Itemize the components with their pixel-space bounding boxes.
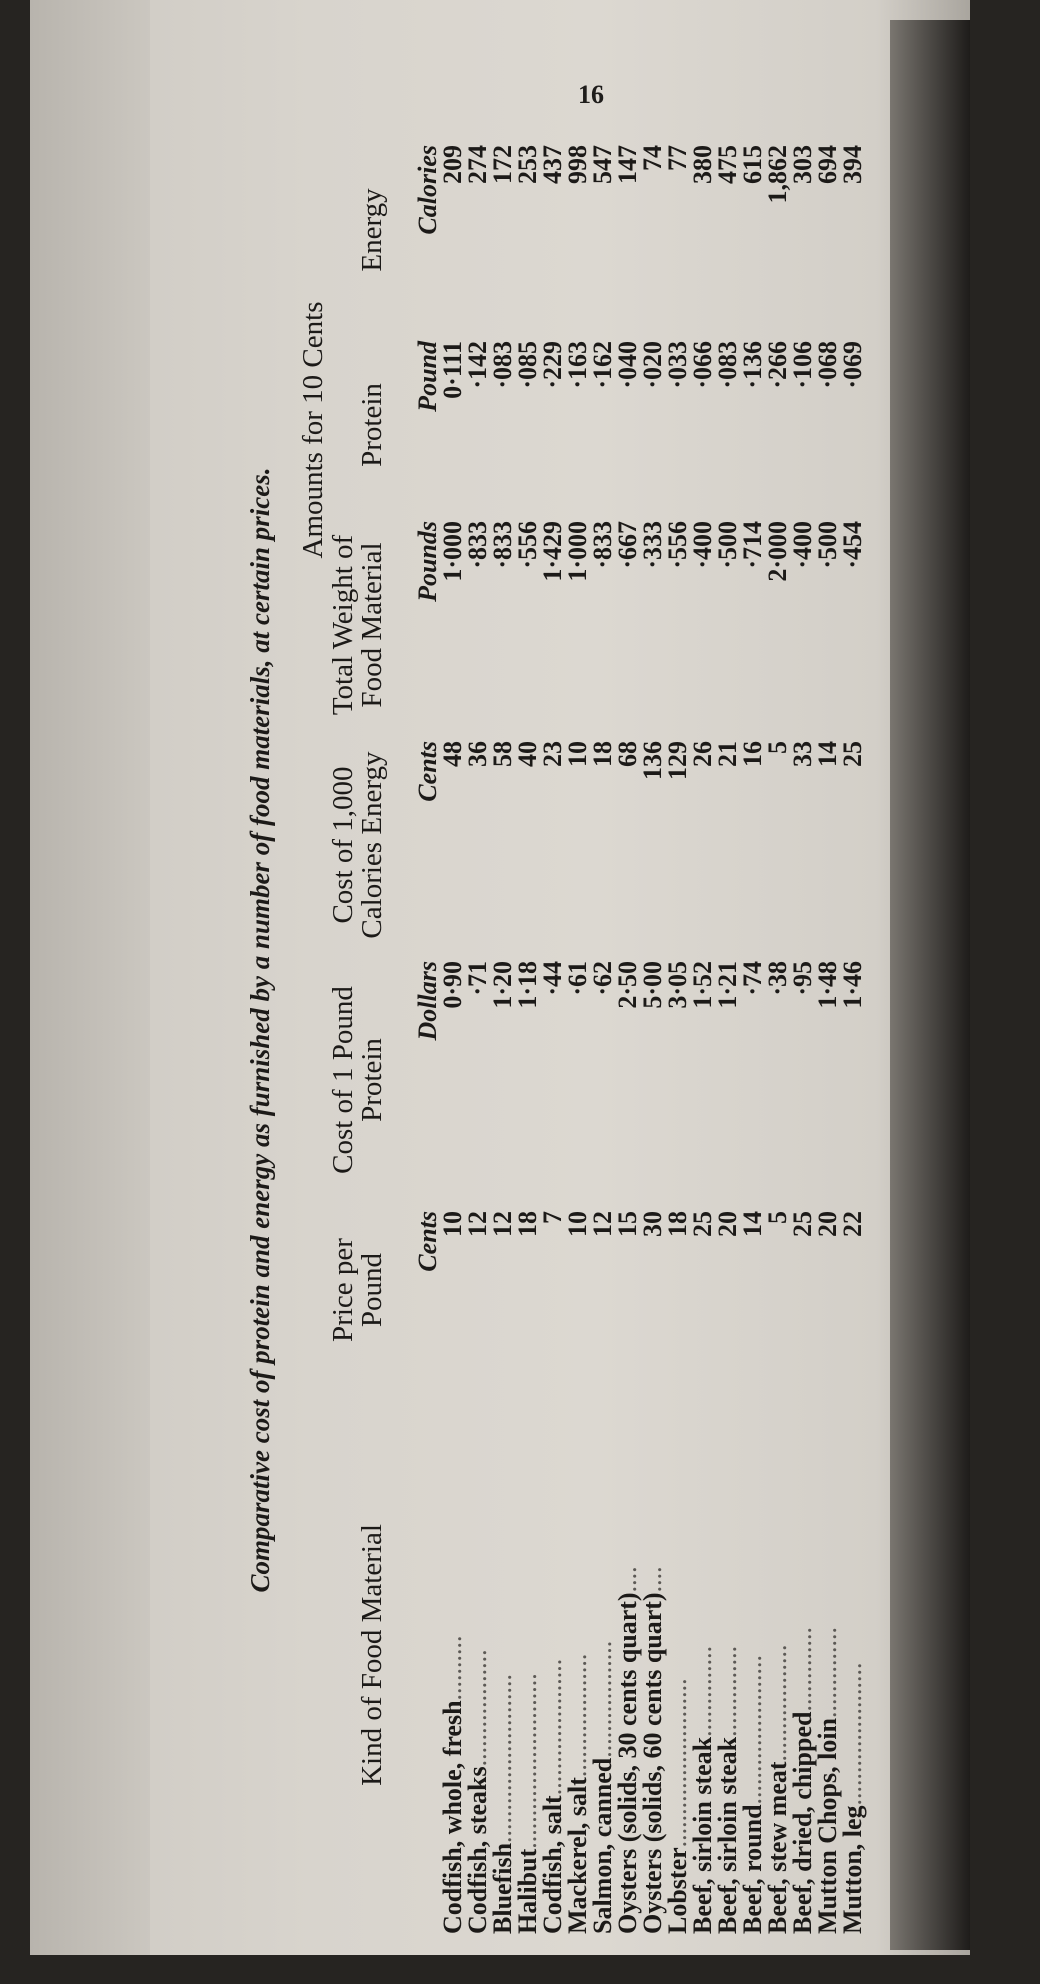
header-cost-protein: Cost of 1 Pound Protein	[327, 986, 388, 1174]
cell-price: 12	[463, 1211, 492, 1237]
cell-food-name	[615, 1375, 640, 1935]
cell-food-name	[815, 1375, 840, 1935]
cell-cost-energy: 33	[788, 741, 817, 767]
cell-protein: 0·111	[438, 341, 467, 399]
cell-cost-protein: ·44	[538, 961, 567, 996]
cell-total-weight: ·667	[613, 521, 642, 569]
cell-price: 10	[563, 1211, 592, 1237]
cell-energy: 475	[713, 145, 742, 184]
table-row	[765, 125, 790, 1935]
rotated-table-block	[245, 125, 925, 1935]
cell-food-name	[715, 1375, 740, 1935]
cell-price: 5	[763, 1211, 792, 1224]
unit-kind-empty	[415, 1375, 440, 1935]
cell-price: 20	[813, 1211, 842, 1237]
cell-cost-protein: 1·52	[688, 961, 717, 1009]
cell-food-name	[740, 1375, 765, 1935]
cell-price: 20	[713, 1211, 742, 1237]
cell-cost-energy: 48	[438, 741, 467, 767]
cell-protein: ·162	[588, 341, 617, 389]
table-row	[840, 125, 865, 1935]
unit-total-weight: Pounds	[413, 521, 442, 602]
cell-total-weight: ·833	[463, 521, 492, 569]
leader-dots: ....	[613, 1566, 642, 1593]
cell-food-name	[665, 1375, 690, 1935]
cell-protein: ·229	[538, 341, 567, 389]
food-name-text: Beef, stew meat	[763, 1761, 792, 1934]
cell-protein: ·020	[638, 341, 667, 389]
food-name-text: Salmon, canned	[588, 1757, 617, 1934]
cell-energy: 303	[788, 145, 817, 184]
header-total-weight: Total Weight of Food Material	[327, 534, 388, 716]
cell-protein: ·085	[513, 341, 542, 389]
table-row	[565, 125, 590, 1935]
food-name-text: Beef, dried, chipped	[788, 1711, 817, 1934]
unit-protein: Pound	[413, 341, 442, 412]
cell-total-weight: ·556	[663, 521, 692, 569]
table-row	[490, 125, 515, 1935]
cell-cost-energy: 5	[763, 741, 792, 754]
cell-food-name	[840, 1375, 865, 1935]
cell-protein: ·266	[763, 341, 792, 389]
cell-cost-protein: 0·90	[438, 961, 467, 1009]
cell-total-weight: ·333	[638, 521, 667, 569]
header-amounts-group: Amounts for 10 Cents	[297, 301, 329, 559]
leader-dots: ..........	[438, 1635, 467, 1701]
cell-energy: 615	[738, 145, 767, 184]
cell-energy: 74	[638, 145, 667, 171]
cell-energy: 209	[438, 145, 467, 184]
leader-dots: ..............	[688, 1645, 717, 1737]
cell-cost-protein: ·61	[563, 961, 592, 996]
food-name-text: Beef, sirloin steak	[688, 1736, 717, 1934]
leader-dots: ..........................	[663, 1678, 692, 1848]
cell-food-name	[565, 1375, 590, 1935]
cell-total-weight: ·833	[588, 521, 617, 569]
header-cost-energy: Cost of 1,000 Calories Energy	[327, 751, 388, 939]
cell-food-name	[640, 1375, 665, 1935]
cell-cost-energy: 129	[663, 741, 692, 780]
unit-cost-protein: Dollars	[413, 961, 442, 1041]
cell-cost-protein: 1·21	[713, 961, 742, 1009]
cell-cost-protein: 1·20	[488, 961, 517, 1009]
food-name-text: Codfish, steaks	[463, 1766, 492, 1934]
food-name-text: Mutton Chops, loin	[813, 1718, 842, 1934]
cell-energy: 547	[588, 145, 617, 184]
header-kind: Kind of Food Material	[356, 1524, 388, 1786]
table-row	[665, 125, 690, 1935]
cell-total-weight: 1·000	[438, 521, 467, 582]
cell-cost-energy: 21	[713, 741, 742, 767]
cell-cost-protein: 3·05	[663, 961, 692, 1009]
cell-protein: ·083	[713, 341, 742, 389]
cell-price: 18	[513, 1211, 542, 1237]
header-price: Price per Pound	[327, 1238, 388, 1342]
cell-cost-energy: 26	[688, 741, 717, 767]
cell-cost-protein: 2·50	[613, 961, 642, 1009]
cell-price: 10	[438, 1211, 467, 1237]
cell-energy: 1,862	[763, 145, 792, 204]
cell-cost-energy: 10	[563, 741, 592, 767]
table-row	[690, 125, 715, 1935]
cell-price: 18	[663, 1211, 692, 1237]
leader-dots: ...........................	[513, 1673, 542, 1849]
cell-cost-protein: 1·18	[513, 961, 542, 1009]
cell-price: 12	[488, 1211, 517, 1237]
cell-cost-protein: 1·48	[813, 961, 842, 1009]
cell-food-name	[515, 1375, 540, 1935]
food-name-text: Mackerel, salt	[563, 1777, 592, 1934]
table-row	[440, 125, 465, 1935]
cell-total-weight: ·454	[838, 521, 867, 569]
cell-energy: 394	[838, 145, 867, 184]
table-row	[465, 125, 490, 1935]
cell-price: 12	[588, 1211, 617, 1237]
cell-price: 25	[788, 1211, 817, 1237]
cell-cost-energy: 23	[538, 741, 567, 767]
food-name-text: Bluefish	[488, 1842, 517, 1934]
cell-cost-energy: 136	[638, 741, 667, 780]
cell-total-weight: 1·000	[563, 521, 592, 582]
table-row	[715, 125, 740, 1935]
food-name-text: Halibut	[513, 1848, 542, 1934]
cell-price: 25	[688, 1211, 717, 1237]
cell-protein: ·040	[613, 341, 642, 389]
cell-cost-protein: ·71	[463, 961, 492, 996]
cell-price: 30	[638, 1211, 667, 1237]
cell-total-weight: ·400	[688, 521, 717, 569]
leader-dots: .....................	[538, 1658, 567, 1796]
unit-price: Cents	[413, 1211, 442, 1272]
leader-dots: .......................	[738, 1654, 767, 1805]
cell-energy: 274	[463, 145, 492, 184]
cell-total-weight: ·500	[813, 521, 842, 569]
cell-cost-protein: ·74	[738, 961, 767, 996]
leader-dots: ......................	[838, 1662, 867, 1806]
cell-total-weight: ·556	[513, 521, 542, 569]
cell-protein: ·033	[663, 341, 692, 389]
cell-food-name	[465, 1375, 490, 1935]
cell-protein: ·106	[788, 341, 817, 389]
cell-food-name	[540, 1375, 565, 1935]
cell-cost-energy: 16	[738, 741, 767, 767]
cell-total-weight: ·714	[738, 521, 767, 569]
leader-dots: ..................	[463, 1649, 492, 1767]
table-row	[790, 125, 815, 1935]
cell-cost-protein: ·38	[763, 961, 792, 996]
page-number: 16	[578, 80, 604, 109]
food-name-text: Beef, sirloin steak	[713, 1736, 742, 1934]
cell-food-name	[765, 1375, 790, 1935]
cell-energy: 147	[613, 145, 642, 184]
cell-protein: ·068	[813, 341, 842, 389]
cell-cost-energy: 40	[513, 741, 542, 767]
cell-energy: 172	[488, 145, 517, 184]
table-row	[540, 125, 565, 1935]
cell-cost-energy: 25	[838, 741, 867, 767]
cell-food-name	[440, 1375, 465, 1935]
cell-protein: ·066	[688, 341, 717, 389]
food-name-text: Lobster	[663, 1847, 692, 1934]
cell-cost-protein: ·95	[788, 961, 817, 996]
table-row	[740, 125, 765, 1935]
cell-total-weight: 2·000	[763, 521, 792, 582]
cell-protein: ·083	[488, 341, 517, 389]
cell-food-name	[490, 1375, 515, 1935]
leader-dots: ..................	[588, 1640, 617, 1758]
food-name-text: Beef, round	[738, 1804, 767, 1934]
food-cost-table	[298, 125, 865, 1935]
cell-energy: 380	[688, 145, 717, 184]
cell-cost-protein: 5·00	[638, 961, 667, 1009]
cell-cost-energy: 36	[463, 741, 492, 767]
cell-energy: 77	[663, 145, 692, 171]
cell-cost-energy: 14	[813, 741, 842, 767]
cell-cost-energy: 58	[488, 741, 517, 767]
cell-protein: ·069	[838, 341, 867, 389]
table-row	[515, 125, 540, 1935]
food-name-text: Oysters (solids, 60 cents quart)	[638, 1592, 667, 1934]
cell-protein: ·163	[563, 341, 592, 389]
leader-dots: ..............	[813, 1627, 842, 1718]
cell-price: 22	[838, 1211, 867, 1237]
cell-energy: 253	[513, 145, 542, 184]
cell-energy: 998	[563, 145, 592, 184]
table-caption: Comparative cost of protein and energy as furnished by a number of food materials, at certain prices.	[245, 467, 275, 1593]
cell-price: 7	[538, 1211, 567, 1224]
cell-cost-protein: ·62	[588, 961, 617, 996]
food-name-text: Codfish, whole, fresh	[438, 1700, 467, 1934]
leader-dots: ..............	[713, 1645, 742, 1737]
table-row	[815, 125, 840, 1935]
header-protein: Protein	[356, 383, 388, 467]
cell-protein: ·142	[463, 341, 492, 389]
table-row	[615, 125, 640, 1935]
page-gutter	[30, 0, 150, 1955]
leader-dots: ..........................	[488, 1673, 517, 1843]
food-name-text: Mutton, leg	[838, 1805, 867, 1934]
cell-food-name	[590, 1375, 615, 1935]
food-name-text: Oysters (solids, 30 cents quart)	[613, 1592, 642, 1934]
cell-protein: ·136	[738, 341, 767, 389]
unit-energy: Calories	[413, 145, 442, 235]
food-name-text: Codfish, salt	[538, 1795, 567, 1934]
unit-cost-energy: Cents	[413, 741, 442, 802]
cell-total-weight: 1·429	[538, 521, 567, 582]
cell-energy: 437	[538, 145, 567, 184]
leader-dots: ..................	[763, 1644, 792, 1762]
cell-food-name	[790, 1375, 815, 1935]
cell-price: 14	[738, 1211, 767, 1237]
cell-food-name	[690, 1375, 715, 1935]
cell-cost-protein: 1·46	[838, 961, 867, 1009]
cell-price: 15	[613, 1211, 642, 1237]
table-row	[640, 125, 665, 1935]
leader-dots: ....	[638, 1566, 667, 1593]
cell-total-weight: ·833	[488, 521, 517, 569]
leader-dots: ...................	[563, 1653, 592, 1778]
table-row	[590, 125, 615, 1935]
cell-cost-energy: 18	[588, 741, 617, 767]
cell-total-weight: ·500	[713, 521, 742, 569]
leader-dots: .............	[788, 1627, 817, 1712]
cell-total-weight: ·400	[788, 521, 817, 569]
header-energy: Energy	[356, 188, 388, 272]
cell-cost-energy: 68	[613, 741, 642, 767]
cell-energy: 694	[813, 145, 842, 184]
